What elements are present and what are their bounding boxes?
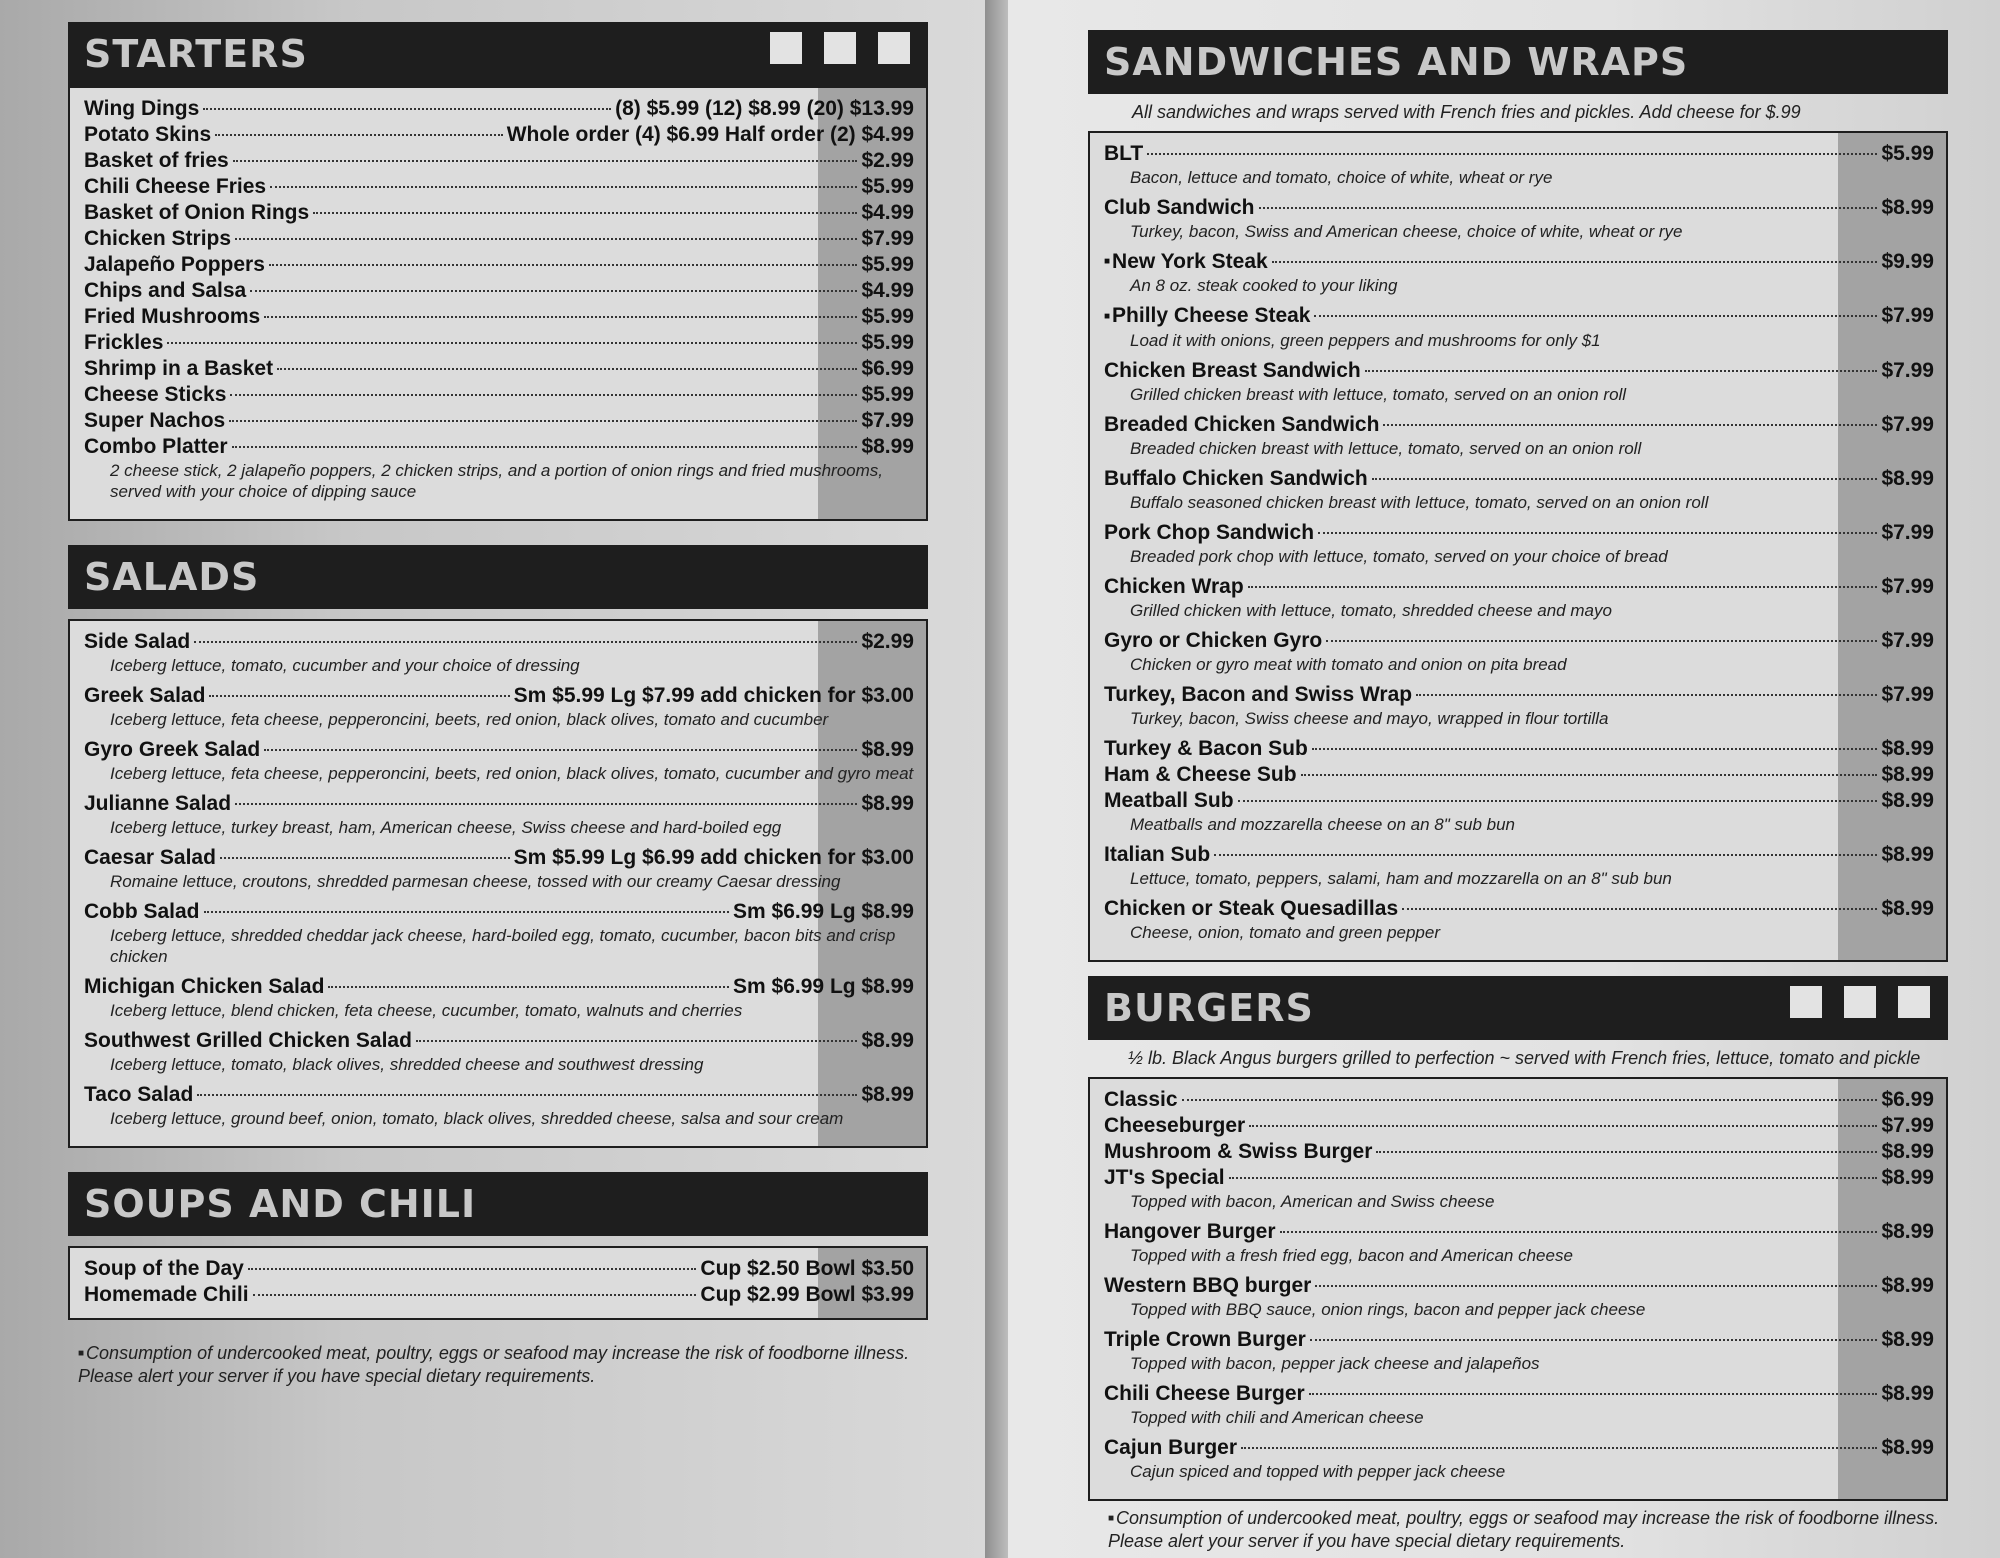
dot-leader: [1249, 1125, 1877, 1127]
burger-item-description: Topped with bacon, pepper jack cheese and jalapeños: [1130, 1353, 1540, 1373]
sandwich-item-price: $9.99: [1881, 250, 1934, 273]
starter-item-price: $4.99: [861, 201, 914, 224]
dot-leader: [235, 238, 857, 240]
sandwich-item-row: [1104, 788, 1934, 814]
soup-item-name: Homemade Chili: [84, 1283, 249, 1306]
burger-item-row: [1104, 1435, 1934, 1461]
salad-item-name: Gyro Greek Salad: [84, 738, 261, 761]
starter-item-row: [84, 200, 914, 226]
starter-item-name: Chili Cheese Fries: [84, 175, 267, 198]
salad-item-row: [84, 1082, 914, 1108]
dot-leader: [313, 212, 857, 214]
burgers-note: ½ lb. Black Angus burgers grilled to perfection ~ served with French fries, lettuce, tomato and pickle: [1128, 1047, 1921, 1068]
sandwich-item-row: [1104, 195, 1934, 221]
starter-item-name: Basket of Onion Rings: [84, 201, 310, 224]
salad-item-price: Sm $5.99 Lg $6.99 add chicken for $3.00: [513, 846, 914, 869]
dot-leader: [194, 641, 857, 643]
decorative-squares: [770, 32, 910, 64]
dot-leader: [328, 986, 729, 988]
burger-item-name: Mushroom & Swiss Burger: [1104, 1139, 1373, 1163]
starter-item-name: Shrimp in a Basket: [84, 357, 274, 380]
dot-leader: [1147, 153, 1877, 155]
sandwich-item-price: $7.99: [1881, 358, 1934, 382]
sandwiches-title: SANDWICHES AND WRAPS: [1104, 40, 1689, 84]
right-footnote: ■ Consumption of undercooked meat, poultry, eggs or seafood may increase the risk of foodborne illness. Please alert your server if you have special dietary requirements.: [1088, 1507, 1948, 1552]
burger-item-row: [1104, 1381, 1934, 1407]
left-column: [68, 22, 928, 1387]
burger-item-name: JT's Special: [1104, 1165, 1225, 1189]
starters-title: STARTERS: [84, 32, 308, 76]
burger-item-row: [1104, 1219, 1934, 1245]
sandwich-item-name: ■ New York Steak: [1104, 249, 1268, 275]
dot-leader: [1312, 748, 1878, 750]
dot-leader: [269, 264, 858, 266]
burger-item-name: Cajun Burger: [1104, 1435, 1238, 1459]
burger-item-row: [1104, 1165, 1934, 1191]
burger-item-description: Topped with chili and American cheese: [1130, 1407, 1424, 1427]
sandwich-item-description: Turkey, bacon, Swiss and American cheese, choice of white, wheat or rye: [1130, 222, 1683, 241]
salad-item-description: Iceberg lettuce, shredded cheddar jack cheese, hard-boiled egg, tomato, cucumber, bacon bits and crisp chicken: [110, 926, 896, 966]
salad-item-price: Sm $6.99 Lg $8.99: [733, 975, 914, 998]
burger-item-price: $8.99: [1881, 1139, 1934, 1163]
sandwich-item-description: Chicken or gyro meat with tomato and onion on pita bread: [1130, 654, 1567, 674]
dot-leader: [1310, 1339, 1878, 1341]
starter-item-row: [84, 278, 914, 304]
starter-item-price: Whole order (4) $6.99 Half order (2) $4.99: [506, 123, 914, 146]
decorative-squares: [1790, 986, 1930, 1018]
dot-leader: [277, 368, 857, 370]
dot-leader: [1315, 1285, 1877, 1287]
sandwich-item-row: [1104, 682, 1934, 708]
burger-item-name: Classic: [1104, 1087, 1178, 1111]
sandwich-item-price: $7.99: [1881, 628, 1934, 652]
salad-item-row: [84, 737, 914, 763]
sandwich-item-row: [1104, 574, 1934, 600]
dot-leader: [220, 857, 510, 859]
dot-leader: [1416, 694, 1877, 696]
salad-item-description: Iceberg lettuce, tomato, black olives, shredded cheese and southwest dressing: [110, 1055, 704, 1074]
sandwich-item-name: Turkey, Bacon and Swiss Wrap: [1104, 682, 1413, 706]
sandwich-item-description: Grilled chicken with lettuce, tomato, shredded cheese and mayo: [1130, 600, 1612, 620]
sandwich-item-name: ■ Philly Cheese Steak: [1104, 303, 1310, 329]
starter-item-price: $5.99: [861, 305, 914, 328]
salad-item-description: Iceberg lettuce, tomato, cucumber and your choice of dressing: [110, 656, 580, 675]
sandwich-item-name: Italian Sub: [1104, 842, 1211, 866]
salad-item-name: Caesar Salad: [84, 846, 216, 869]
starter-item-row: [84, 122, 914, 148]
burger-item-row: [1104, 1139, 1934, 1165]
sandwich-item-description: Cheese, onion, tomato and green pepper: [1130, 922, 1441, 942]
starter-item-name: Combo Platter: [84, 435, 228, 458]
burger-item-row: [1104, 1273, 1934, 1299]
salad-item-row: [84, 845, 914, 871]
sandwich-item-row: [1104, 466, 1934, 492]
starter-item-price: $7.99: [861, 409, 914, 432]
salad-item-name: Side Salad: [84, 630, 191, 653]
dot-leader: [235, 803, 857, 805]
soup-item-row: [84, 1256, 914, 1282]
dot-leader: [229, 420, 857, 422]
dot-leader: [1383, 424, 1877, 426]
dot-leader: [1326, 640, 1877, 642]
burger-item-name: Chili Cheese Burger: [1104, 1381, 1305, 1405]
burger-item-price: $8.99: [1881, 1273, 1934, 1297]
burger-item-price: $8.99: [1881, 1435, 1934, 1459]
salad-item-row: [84, 629, 914, 655]
sandwich-item-name: Club Sandwich: [1104, 196, 1255, 219]
soup-item-price: Cup $2.99 Bowl $3.99: [700, 1283, 914, 1306]
sandwich-item-description: Grilled chicken breast with lettuce, tomato, served on an onion roll: [1130, 384, 1627, 404]
starter-item-row: [84, 434, 914, 460]
starter-item-name: Potato Skins: [84, 123, 212, 146]
starter-item-price: $5.99: [861, 331, 914, 354]
burgers-header: [1088, 976, 1948, 1040]
dot-leader: [233, 160, 858, 162]
sandwich-item-price: $8.99: [1881, 736, 1934, 760]
sandwich-item-description: Breaded chicken breast with lettuce, tomato, served on an onion roll: [1130, 438, 1642, 458]
sandwich-item-description: An 8 oz. steak cooked to your liking: [1130, 276, 1398, 296]
starter-item-price: $4.99: [861, 279, 914, 302]
salad-item-description: Iceberg lettuce, feta cheese, pepperoncini, beets, red onion, black olives, tomato and cucumber: [110, 710, 829, 729]
salad-item-description: Iceberg lettuce, turkey breast, ham, American cheese, Swiss cheese and hard-boiled egg: [110, 818, 782, 837]
sandwich-item-price: $8.99: [1881, 842, 1934, 866]
starter-item-row: [84, 96, 914, 122]
starters-list: [68, 86, 928, 521]
sandwich-item-row: [1104, 736, 1934, 762]
dot-leader: [232, 446, 858, 448]
soups-list: [68, 1246, 928, 1320]
sandwich-item-row: [1104, 896, 1934, 922]
burger-item-row: [1104, 1113, 1934, 1139]
starter-item-row: [84, 252, 914, 278]
starter-item-row: [84, 382, 914, 408]
burger-item-name: Triple Crown Burger: [1104, 1327, 1306, 1351]
sandwich-item-description: Turkey, bacon, Swiss cheese and mayo, wrapped in flour tortilla: [1130, 708, 1609, 728]
dot-leader: [416, 1040, 858, 1042]
dot-leader: [197, 1094, 857, 1096]
sandwich-item-name: Ham & Cheese Sub: [1104, 762, 1297, 786]
starter-item-price: $2.99: [861, 149, 914, 172]
salad-item-price: Sm $6.99 Lg $8.99: [733, 900, 914, 923]
sandwich-item-name: BLT: [1104, 142, 1144, 165]
starter-item-price: $6.99: [861, 357, 914, 380]
starter-item-name: Chips and Salsa: [84, 279, 247, 302]
starter-item-row: [84, 148, 914, 174]
dot-leader: [167, 342, 857, 344]
sandwich-item-row: [1104, 358, 1934, 384]
dot-leader: [204, 911, 730, 913]
salad-item-name: Southwest Grilled Chicken Salad: [84, 1029, 412, 1052]
dot-leader: [1376, 1151, 1877, 1153]
dot-leader: [250, 290, 857, 292]
starter-item-name: Super Nachos: [84, 409, 226, 432]
sandwich-item-price: $8.99: [1881, 896, 1934, 920]
sandwich-item-price: $7.99: [1881, 304, 1934, 328]
salads-title: SALADS: [84, 555, 260, 599]
salad-item-name: Taco Salad: [84, 1083, 194, 1106]
dot-leader: [209, 695, 509, 697]
salad-item-price: Sm $5.99 Lg $7.99 add chicken for $3.00: [513, 684, 914, 707]
dot-leader: [270, 186, 857, 188]
starter-item-row: [84, 304, 914, 330]
dot-leader: [1365, 370, 1878, 372]
burger-item-price: $8.99: [1881, 1219, 1934, 1243]
salad-item-description: Romaine lettuce, croutons, shredded parmesan cheese, tossed with our creamy Caesar dressing: [110, 872, 841, 891]
burger-item-price: $6.99: [1881, 1087, 1934, 1111]
burger-item-price: $8.99: [1881, 1327, 1934, 1351]
starter-item-row: [84, 226, 914, 252]
dot-leader: [1241, 1447, 1877, 1449]
burger-item-description: Topped with bacon, American and Swiss cheese: [1130, 1191, 1495, 1211]
dot-leader: [1182, 1099, 1878, 1101]
soups-header: [68, 1172, 928, 1236]
sandwich-item-row: [1104, 520, 1934, 546]
sandwich-item-price: $7.99: [1881, 574, 1934, 598]
salad-item-description: Iceberg lettuce, feta cheese, pepperoncini, beets, red onion, black olives, tomato, cucumber and gyro meat: [110, 764, 914, 783]
sandwiches-header: [1088, 30, 1948, 94]
salad-item-name: Julianne Salad: [84, 792, 232, 815]
sandwich-item-name: Gyro or Chicken Gyro: [1104, 628, 1323, 652]
sandwich-item-name: Buffalo Chicken Sandwich: [1104, 466, 1368, 490]
salad-item-row: [84, 791, 914, 817]
dot-leader: [1402, 908, 1877, 910]
starter-item-name: Frickles: [84, 331, 164, 354]
burger-item-name: Hangover Burger: [1104, 1219, 1276, 1243]
starter-item-name: Cheese Sticks: [84, 383, 227, 406]
dot-leader: [248, 1268, 697, 1270]
salad-item-description: Iceberg lettuce, blend chicken, feta cheese, cucumber, tomato, walnuts and cherries: [110, 1001, 743, 1020]
dot-leader: [1272, 261, 1878, 263]
starter-item-name: Chicken Strips: [84, 227, 232, 250]
sandwiches-note: All sandwiches and wraps served with French fries and pickles. Add cheese for $.99: [1132, 102, 1801, 122]
dot-leader: [230, 394, 857, 396]
burger-item-description: Topped with BBQ sauce, onion rings, bacon and pepper jack cheese: [1130, 1299, 1646, 1319]
salad-item-name: Michigan Chicken Salad: [84, 975, 325, 998]
sandwich-item-price: $7.99: [1881, 682, 1934, 706]
burger-item-name: Western BBQ burger: [1104, 1273, 1312, 1297]
starter-item-price: $5.99: [861, 253, 914, 276]
sandwich-item-name: Meatball Sub: [1104, 788, 1234, 812]
dot-leader: [1314, 315, 1877, 317]
sandwich-item-name: Breaded Chicken Sandwich: [1104, 412, 1380, 436]
dot-leader: [1318, 532, 1877, 534]
dot-leader: [1259, 207, 1878, 209]
dot-leader: [1280, 1231, 1878, 1233]
sandwich-item-row: [1104, 249, 1934, 275]
burger-item-description: Cajun spiced and topped with pepper jack cheese: [1130, 1461, 1506, 1481]
starter-item-name: Fried Mushrooms: [84, 305, 261, 328]
sandwich-item-description: Meatballs and mozzarella cheese on an 8" sub bun: [1130, 814, 1515, 834]
sandwich-item-name: Chicken Wrap: [1104, 574, 1244, 598]
dot-leader: [1248, 586, 1878, 588]
salads-list: [68, 619, 928, 1148]
starter-item-price: $7.99: [861, 227, 914, 250]
salad-item-row: [84, 899, 914, 925]
sandwich-item-description: Breaded pork chop with lettuce, tomato, served on your choice of bread: [1130, 546, 1668, 566]
soup-item-name: Soup of the Day: [84, 1257, 244, 1280]
burger-item-description: Topped with a fresh fried egg, bacon and American cheese: [1130, 1245, 1573, 1265]
starter-item-price: (8) $5.99 (12) $8.99 (20) $13.99: [615, 97, 914, 120]
burgers-list: [1088, 1077, 1948, 1501]
salad-item-price: $8.99: [861, 1029, 914, 1052]
dot-leader: [1238, 800, 1878, 802]
sandwich-item-price: $7.99: [1881, 412, 1934, 436]
sandwich-item-price: $8.99: [1881, 466, 1934, 490]
sandwich-item-price: $7.99: [1881, 520, 1934, 544]
dot-leader: [1214, 854, 1877, 856]
dot-leader: [1309, 1393, 1878, 1395]
sandwich-item-description: Bacon, lettuce and tomato, choice of white, wheat or rye: [1130, 168, 1553, 187]
dot-leader: [1372, 478, 1878, 480]
salads-header: [68, 545, 928, 609]
sandwich-item-row: [1104, 303, 1934, 329]
soup-item-row: [84, 1282, 914, 1308]
sandwich-item-price: $5.99: [1881, 142, 1934, 165]
dot-leader: [203, 108, 611, 110]
dot-leader: [1229, 1177, 1878, 1179]
starters-header: [68, 22, 928, 86]
starter-item-description: 2 cheese stick, 2 jalapeño poppers, 2 chicken strips, and a portion of onion rings and fried mushrooms, served with your choice of dipping sauce: [110, 461, 883, 501]
starter-item-name: Wing Dings: [84, 97, 200, 120]
sandwich-item-row: [1104, 141, 1934, 167]
dot-leader: [264, 316, 857, 318]
starter-item-price: $5.99: [861, 175, 914, 198]
starter-item-row: [84, 330, 914, 356]
burger-item-price: $8.99: [1881, 1381, 1934, 1405]
right-menu-page: [1008, 0, 2000, 1558]
burger-item-row: [1104, 1327, 1934, 1353]
dot-leader: [215, 134, 503, 136]
sandwiches-list: [1088, 131, 1948, 962]
right-column: [1088, 30, 1948, 1552]
salad-item-price: $8.99: [861, 1083, 914, 1106]
sandwich-item-price: $8.99: [1881, 196, 1934, 219]
page-gutter: [985, 0, 1008, 1558]
starter-item-price: $5.99: [861, 383, 914, 406]
dot-leader: [264, 749, 857, 751]
starter-item-price: $8.99: [861, 435, 914, 458]
burger-item-row: [1104, 1087, 1934, 1113]
burger-item-price: $7.99: [1881, 1113, 1934, 1137]
starter-item-name: Basket of fries: [84, 149, 229, 172]
left-footnote: ■ Consumption of undercooked meat, poultry, eggs or seafood may increase the risk of foodborne illness. Please alert your server if you have special dietary requirements.: [68, 1342, 928, 1387]
sandwich-item-description: Lettuce, tomato, peppers, salami, ham and mozzarella on an 8" sub bun: [1130, 868, 1672, 888]
salad-item-row: [84, 974, 914, 1000]
starter-item-row: [84, 174, 914, 200]
burger-item-price: $8.99: [1881, 1165, 1934, 1189]
starter-item-name: Jalapeño Poppers: [84, 253, 265, 276]
salad-item-row: [84, 683, 914, 709]
soup-item-price: Cup $2.50 Bowl $3.50: [700, 1257, 914, 1280]
sandwich-item-price: $8.99: [1881, 788, 1934, 812]
salad-item-name: Cobb Salad: [84, 900, 200, 923]
sandwich-item-row: [1104, 842, 1934, 868]
sandwich-item-description: Buffalo seasoned chicken breast with lettuce, tomato, served on an onion roll: [1130, 492, 1709, 512]
sandwich-item-row: [1104, 628, 1934, 654]
burgers-title: BURGERS: [1104, 985, 1314, 1030]
dot-leader: [1301, 774, 1878, 776]
salad-item-name: Greek Salad: [84, 684, 206, 707]
soups-title: SOUPS AND CHILI: [84, 1182, 477, 1226]
burger-item-name: Cheeseburger: [1104, 1113, 1246, 1137]
sandwich-item-row: [1104, 762, 1934, 788]
dot-leader: [253, 1294, 697, 1296]
sandwich-item-name: Turkey & Bacon Sub: [1104, 736, 1308, 760]
sandwich-item-description: Load it with onions, green peppers and mushrooms for only $1: [1130, 330, 1601, 350]
sandwich-item-name: Chicken or Steak Quesadillas: [1104, 896, 1399, 920]
sandwich-item-row: [1104, 412, 1934, 438]
sandwich-item-name: Chicken Breast Sandwich: [1104, 358, 1361, 382]
salad-item-row: [84, 1028, 914, 1054]
sandwich-item-price: $8.99: [1881, 762, 1934, 786]
salad-item-price: $2.99: [861, 630, 914, 653]
salad-item-description: Iceberg lettuce, ground beef, onion, tomato, black olives, shredded cheese, salsa and sour cream: [110, 1109, 844, 1128]
left-menu-page: [0, 0, 985, 1558]
salad-item-price: $8.99: [861, 738, 914, 761]
sandwich-item-name: Pork Chop Sandwich: [1104, 520, 1315, 544]
starter-item-row: [84, 408, 914, 434]
starter-item-row: [84, 356, 914, 382]
salad-item-price: $8.99: [861, 792, 914, 815]
